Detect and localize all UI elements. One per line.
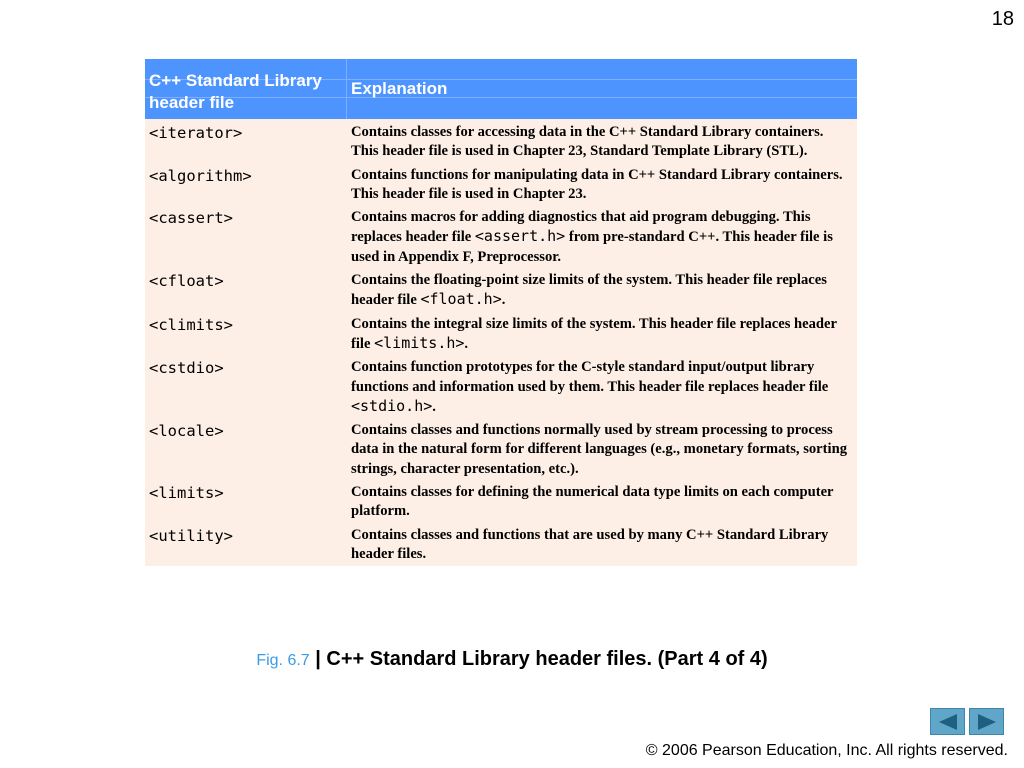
header-divider xyxy=(346,59,347,119)
explanation-text: Contains the integral size limits of the system. This header file replaces header file xyxy=(351,315,837,352)
header-file-name: <iterator> xyxy=(149,124,243,142)
header-file-explanation xyxy=(347,483,857,522)
figure-label: Fig. 6.7 xyxy=(256,652,310,669)
explanation-text: Contains classes for accessing data in the C++ Standard Library containers. This header file is used in Chapter 23, Standard Template Library (STL). xyxy=(351,124,824,160)
explanation-code: <limits.h> xyxy=(374,333,465,352)
table-row xyxy=(145,479,857,522)
previous-slide-button[interactable] xyxy=(930,708,965,735)
header-file-name: <cfloat> xyxy=(149,272,224,291)
table-body xyxy=(145,119,857,566)
header-file-name: <cstdio> xyxy=(149,359,224,378)
explanation-code: <assert.h> xyxy=(474,227,566,246)
header-file-explanation xyxy=(347,421,857,479)
header-file-explanation xyxy=(347,123,857,162)
header-file-explanation xyxy=(347,358,857,417)
header-file-explanation xyxy=(347,166,857,205)
table-row xyxy=(145,119,857,162)
triangle-right-icon xyxy=(976,713,998,731)
page-number: 18 xyxy=(991,8,1014,30)
header-file-name: <algorithm> xyxy=(149,166,252,185)
header-col-file: C++ Standard Library header file xyxy=(149,71,322,112)
header-file-explanation xyxy=(347,271,857,311)
slide-navigation xyxy=(930,708,1004,735)
header-file-name: <utility> xyxy=(149,526,233,545)
header-file-explanation xyxy=(347,526,857,565)
explanation-text: . xyxy=(501,292,506,309)
explanation-text: . xyxy=(432,398,436,415)
figure-title: C++ Standard Library header files. (Part 4 of 4) xyxy=(326,648,768,670)
table-row xyxy=(145,162,857,205)
explanation-text: Contains classes and functions normally used by stream processing to process data in the natural form for different languages (e.g., monetary formats, sorting strings, character presentation, etc.). xyxy=(351,422,847,477)
explanation-code: <float.h> xyxy=(420,290,502,309)
copyright-footer: © 2006 Pearson Education, Inc. All rights reserved. xyxy=(645,742,1008,759)
table-row xyxy=(145,522,857,565)
table-row xyxy=(145,204,857,267)
header-files-table xyxy=(145,59,857,566)
triangle-left-icon xyxy=(937,713,959,731)
table-row xyxy=(145,417,857,479)
explanation-text: Contains functions for manipulating data in C++ Standard Library containers. This header file is used in Chapter 23. xyxy=(351,166,843,202)
explanation-text: . xyxy=(464,335,469,352)
explanation-text: Contains classes and functions that are used by many C++ Standard Library header files. xyxy=(351,526,829,562)
next-slide-button[interactable] xyxy=(969,708,1004,735)
caption-separator: | xyxy=(309,648,327,670)
header-file-name: <locale> xyxy=(149,422,224,441)
explanation-text: Contains the floating-point size limits of the system. This header file replaces header file xyxy=(351,272,827,309)
explanation-text: Contains classes for defining the numerical data type limits on each computer platform. xyxy=(351,484,834,520)
table-row xyxy=(145,311,857,355)
table-row xyxy=(145,354,857,417)
explanation-text: Contains macros for adding diagnostics that aid program debugging. This replaces header file xyxy=(351,209,811,246)
table-row xyxy=(145,267,857,311)
explanation-text: Contains function prototypes for the C-style standard input/output library functions and information used by them. This header file replaces header file xyxy=(351,359,829,395)
explanation-text: from pre-standard C++. This header file is used in Appendix F, Preprocessor. xyxy=(351,229,833,265)
header-file-explanation xyxy=(347,315,857,355)
header-col-explanation: Explanation xyxy=(351,79,448,98)
header-file-name: <cassert> xyxy=(149,209,233,228)
figure-caption xyxy=(0,648,1024,671)
explanation-code: <stdio.h> xyxy=(351,396,433,415)
header-file-name: <limits> xyxy=(149,484,224,503)
header-file-name: <climits> xyxy=(149,315,233,334)
header-file-explanation xyxy=(347,208,857,267)
table-header xyxy=(145,59,857,119)
